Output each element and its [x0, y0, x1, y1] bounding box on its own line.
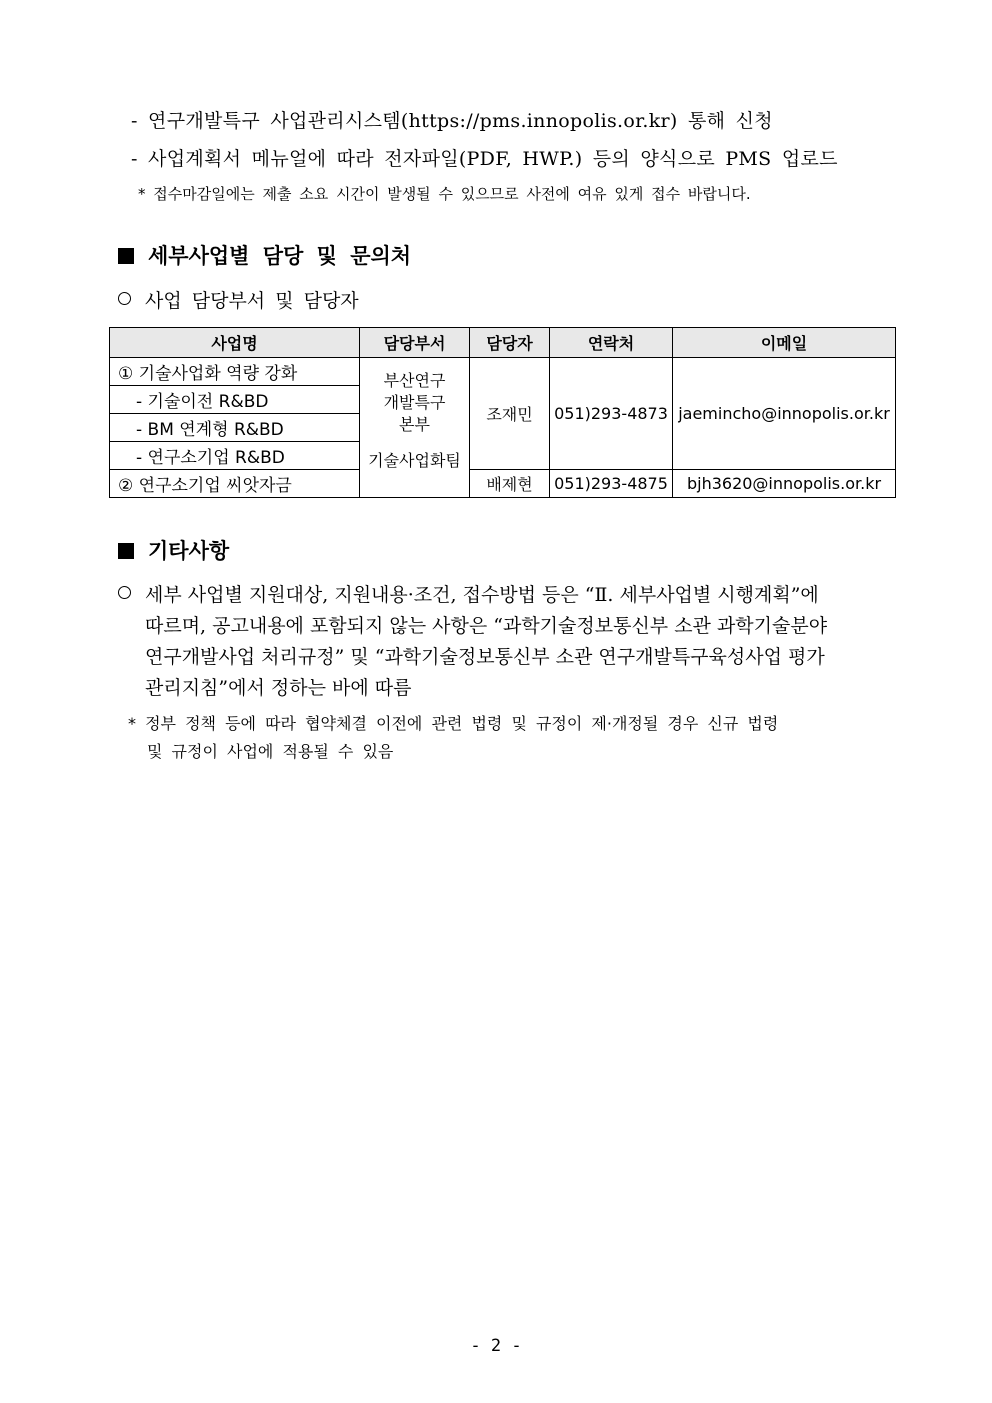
page-number: - 2 -: [470, 1336, 522, 1356]
section-title: 세부사업별 담당 및 문의처: [148, 244, 412, 268]
header-dept: 담당부서: [360, 328, 470, 358]
paragraph-line: 연구개발사업 처리규정” 및 “과학기술정보통신부 소관 연구개발특구육성사업 평가: [145, 646, 825, 668]
circle-bullet-icon: [118, 586, 131, 599]
subsection-title: [118, 286, 359, 313]
section-heading-misc: [118, 535, 229, 565]
contacts-table: [109, 327, 896, 498]
table-row: [110, 470, 896, 498]
paragraph-text: 세부 사업별 지원대상, 지원내용·조건, 접수방법 등은 “Ⅱ. 세부사업별 시행계획”에: [145, 584, 819, 606]
dept-line: 개발특구: [383, 393, 446, 412]
project-name: ② 연구소기업 씨앗자금: [110, 470, 360, 498]
dept-cell: [360, 358, 470, 498]
manager-phone: 051)293-4873: [550, 358, 673, 470]
note-line: 및 규정이 사업에 적용될 수 있음: [147, 742, 394, 761]
misc-paragraph: [118, 580, 898, 704]
project-name: ① 기술사업화 역량 강화: [110, 358, 360, 386]
table-row: [110, 358, 896, 386]
intro-line-2: - 사업계획서 메뉴얼에 따라 전자파일(PDF, HWP.) 등의 양식으로 PMS 업로드: [131, 148, 838, 170]
header-phone: 연락처: [550, 328, 673, 358]
dept-line: 본부: [399, 415, 430, 434]
note-line: * 정부 정책 등에 따라 협약체결 이전에 관련 법령 및 규정이 제·개정될 경우 신규 법령: [128, 714, 779, 733]
paragraph-line: [118, 580, 898, 611]
section-heading-contacts: [118, 240, 411, 270]
header-manager: 담당자: [470, 328, 550, 358]
subsection-label: 사업 담당부서 및 담당자: [145, 290, 359, 312]
header-project: 사업명: [110, 328, 360, 358]
paragraph-line: 관리지침”에서 정하는 바에 따름: [145, 677, 412, 699]
manager-name: 조재민: [470, 358, 550, 470]
misc-note: [128, 710, 898, 766]
project-name: - 기술이전 R&BD: [110, 386, 360, 414]
circle-bullet-icon: [118, 292, 131, 305]
manager-email: jaemincho@innopolis.or.kr: [673, 358, 896, 470]
project-name: - BM 연계형 R&BD: [110, 414, 360, 442]
header-email: 이메일: [673, 328, 896, 358]
dept-line: 부산연구: [383, 371, 446, 390]
table-header-row: [110, 328, 896, 358]
intro-note: * 접수마감일에는 제출 소요 시간이 발생될 수 있으므로 사전에 여유 있게 접수 바랍니다.: [138, 185, 751, 203]
square-bullet-icon: [118, 248, 134, 264]
paragraph-line: 따르며, 공고내용에 포함되지 않는 사항은 “과학기술정보통신부 소관 과학기술분야: [145, 615, 828, 637]
dept-team: 기술사업화팀: [368, 451, 461, 470]
manager-phone: 051)293-4875: [550, 470, 673, 498]
project-name: - 연구소기업 R&BD: [110, 442, 360, 470]
square-bullet-icon: [118, 543, 134, 559]
manager-email: bjh3620@innopolis.or.kr: [673, 470, 896, 498]
manager-name: 배제현: [470, 470, 550, 498]
section-title: 기타사항: [148, 539, 230, 563]
intro-line-1: - 연구개발특구 사업관리시스템(https://pms.innopolis.or.kr) 통해 신청: [131, 110, 773, 132]
